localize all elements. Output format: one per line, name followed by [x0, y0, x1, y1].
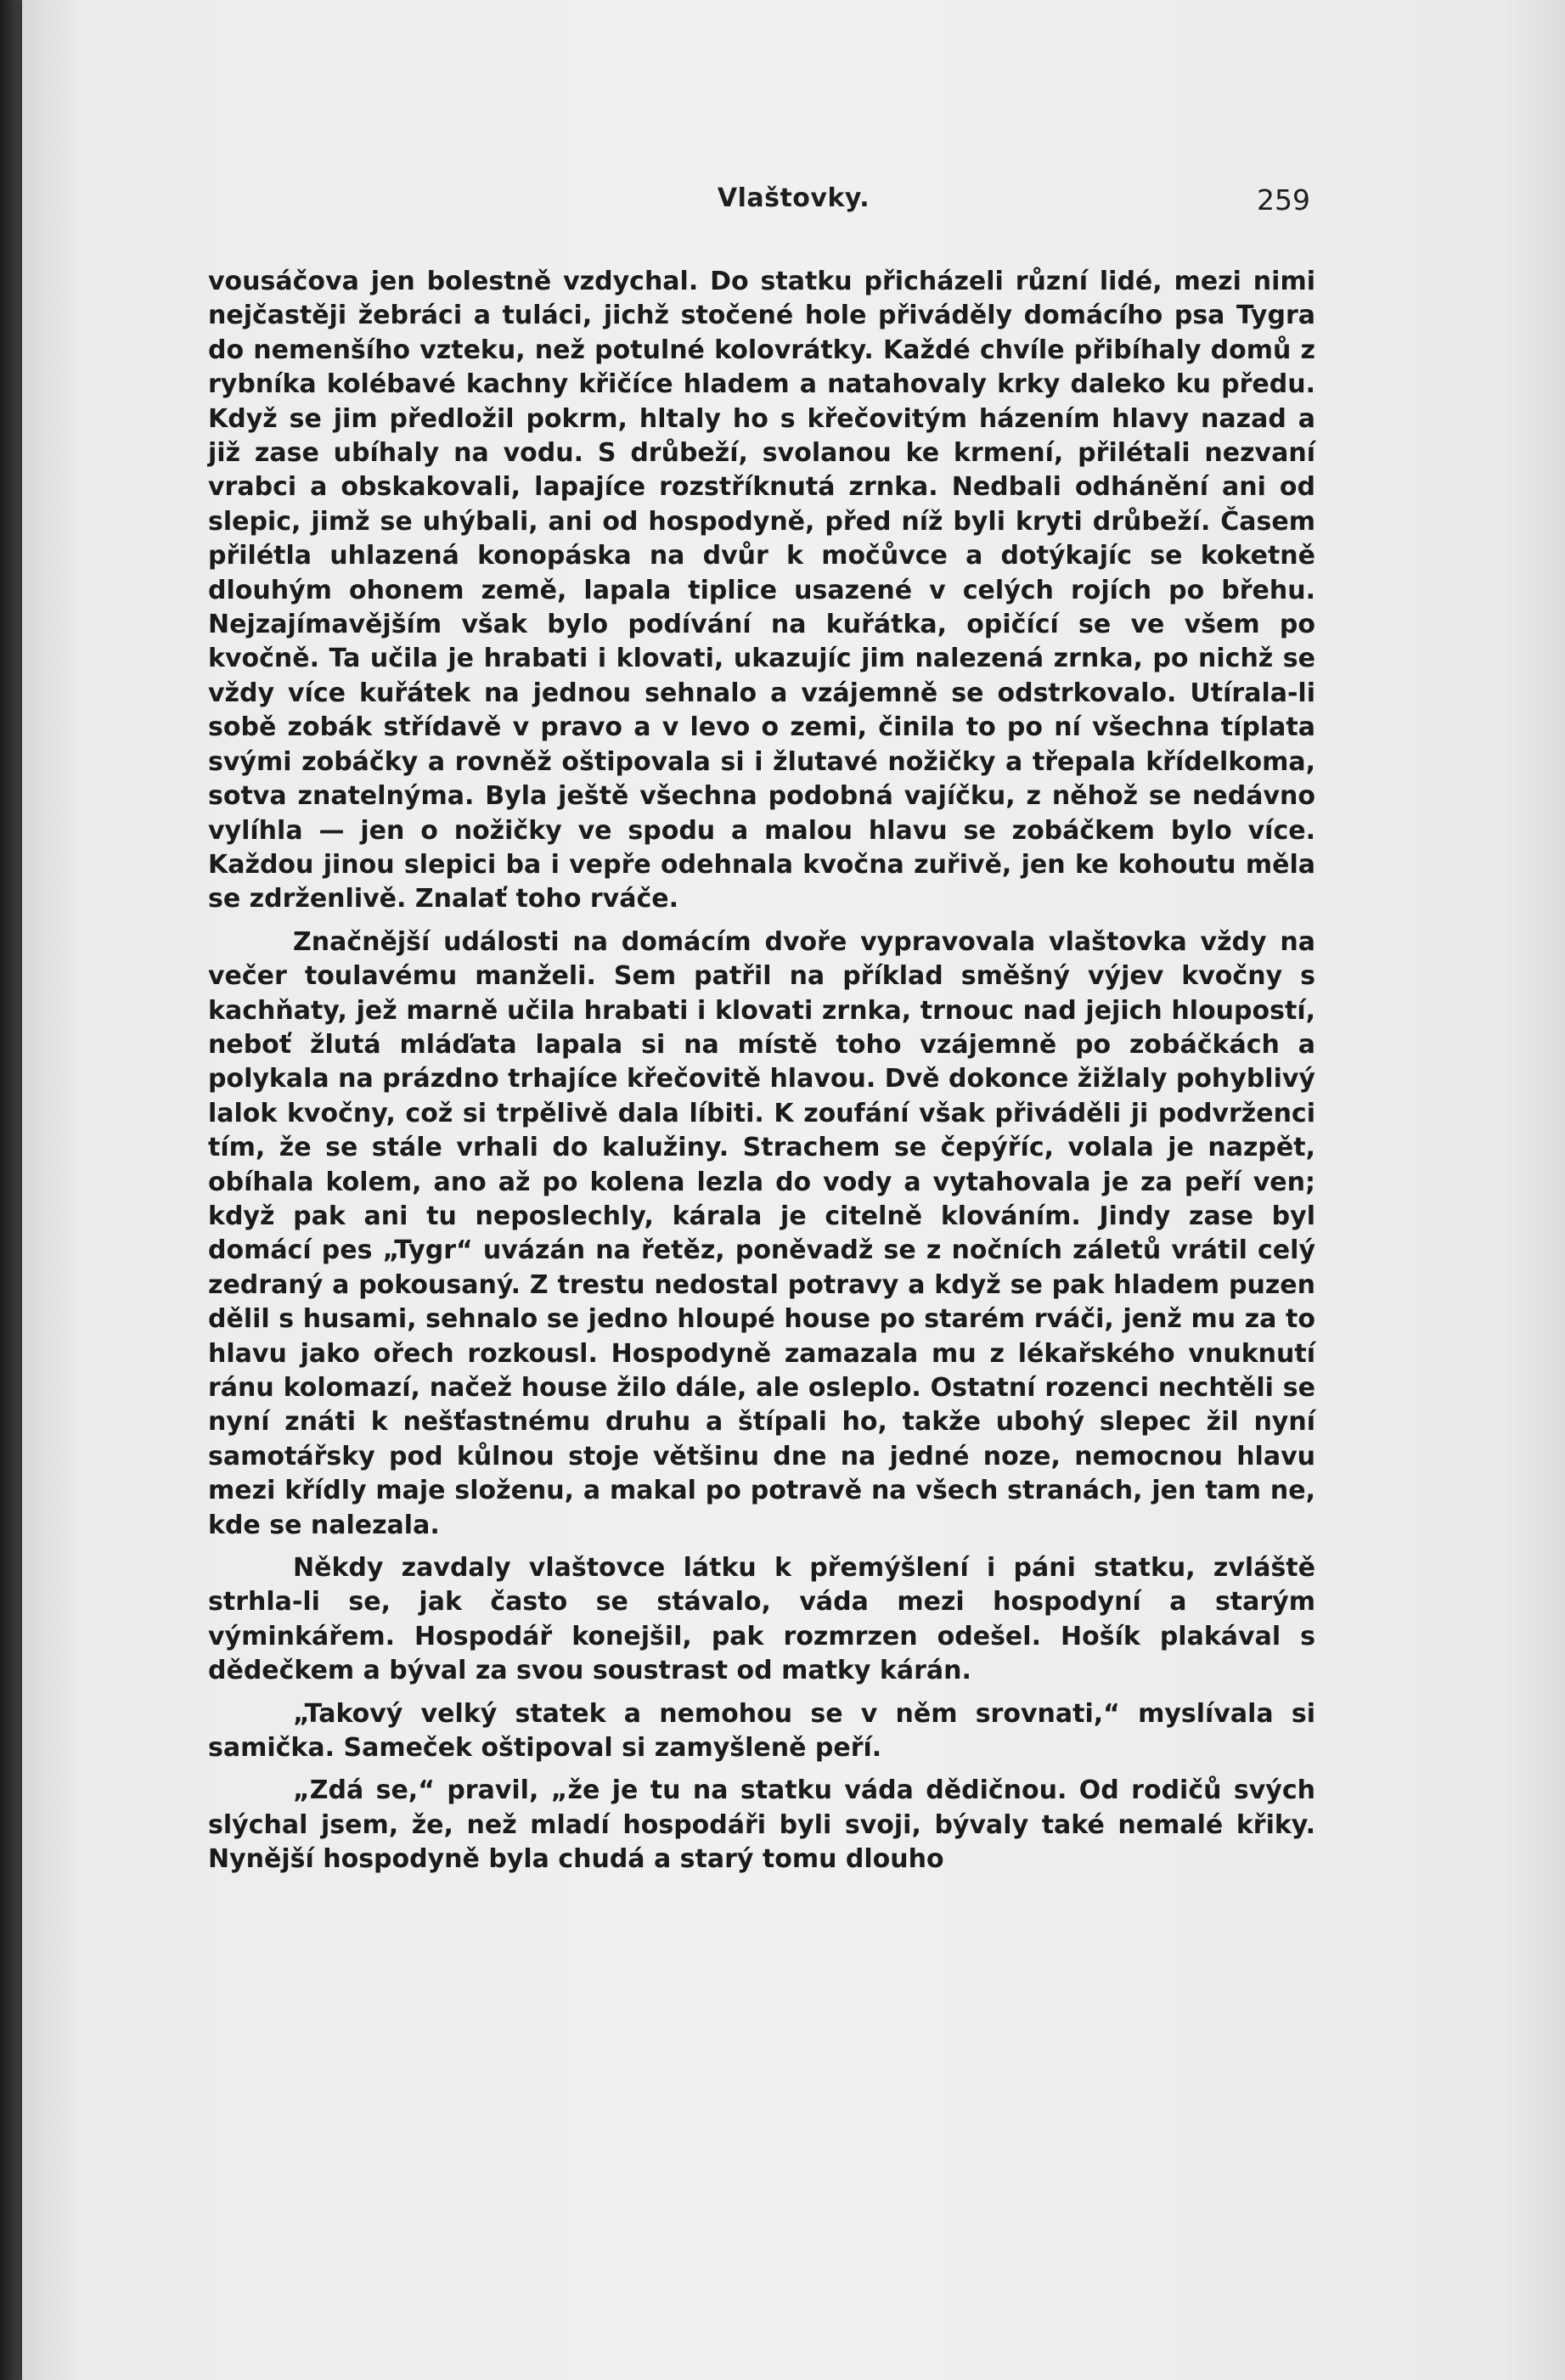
page-number: 259	[1257, 183, 1310, 217]
paragraph-1: vousáčova jen bolestně vzdychal. Do statku přicházeli různí lidé, mezi nimi nejčastěji žebráci a tuláci, jichž stočené hole přiváděly domácího psa Tygra do nemenšího vzteku, než potulné kolovrátky. Každé chvíle přibíhaly domů z rybníka kolébavé kachny křičíce hladem a natahovaly krky daleko ku předu. Když se jim předložil pokrm, hltaly ho s křečovitým házením hlavy nazad a již zase ubíhaly na vodu. S drůbeží, svolanou ke krmení, přilétali nezvaní vrabci a obskakovali, lapajíce rozstříknutá zrnka. Nedbali odhánění ani od slepic, jimž se uhýbali, ani od hospodyně, před níž byli kryti drůbeží. Časem přilétla uhlazená konopáska na dvůr k močůvce a dotýkajíc se koketně dlouhým ohonem země, lapala tiplice usazené v celých rojích po břehu. Nejzajímavějším však bylo podívání na kuřátka, opičící se ve všem po kvočně. Ta učila je hrabati i klovati, ukazujíc jim nalezená zrnka, po nichž se vždy více kuřátek na jednou sehnalo a vzájemně se odstrkovalo. Utírala-li sobě zobák střídavě v pravo a v levo o zemi, činila to po ní všechna típlata svými zobáčky a rovněž oštipovala si i žlutavé nožičky a třepala křídelkoma, sotva znatelnýma. Byla ještě všechna podobná vajíčku, z něhož se nedávno vylíhla — jen o nožičky ve spodu a malou hlavu se zobáčkem bylo více. Každou jinou slepici ba i vepře odehnala kvočna zuřivě, jen ke kohoutu měla se zdrženlivě. Znalať toho rváče.	[208, 267, 1315, 914]
paragraph-5: „Zdá se,“ pravil, „že je tu na statku váda dědičnou. Od rodičů svých slýchal jsem, že, než mladí hospodáři byli svoji, bývaly také nemalé křiky. Nynější hospodyně byla chudá a starý tomu dlouho	[208, 1775, 1315, 1875]
book-page	[22, 0, 1565, 2380]
paragraph-3: Někdy zavdaly vlaštovce látku k přemýšlení i páni statku, zvláště strhla-li se, jak často se stávalo, váda mezi hospodyní a starým výminkářem. Hospodář konejšil, pak rozmrzen odešel. Hošík plakával s dědečkem a býval za svou soustrast od matky kárán.	[208, 1553, 1315, 1686]
page-header	[22, 183, 1565, 226]
running-title: Vlaštovky.	[717, 183, 870, 213]
paragraph-4: „Takový velký statek a nemohou se v něm srovnati,“ myslívala si samička. Sameček oštipoval si zamyšleně peří.	[208, 1698, 1315, 1764]
book-spine-edge	[0, 0, 22, 2380]
body-text	[208, 265, 1315, 1886]
paragraph-2: Značnější události na domácím dvoře vypravovala vlaštovka vždy na večer toulavému manželi. Sem patřil na příklad směšný výjev kvočny s kachňaty, jež marně učila hrabati i klovati zrnka, trnouc nad jejich hloupostí, neboť žlutá mláďata lapala si na místě toho vzájemně po zobáčkách a polykala na prázdno trhajíce křečovitě hlavou. Dvě dokonce žižlaly pohyblivý lalok kvočny, což si trpělivě dala líbiti. K zoufání však přiváděli ji podvrženci tím, že se stále vrhali do kalužiny. Strachem se čepýříc, volala je nazpět, obíhala kolem, ano až po kolena lezla do vody a vytahovala je za peří ven; když pak ani tu neposlechly, kárala je citelně klováním. Jindy zase byl domácí pes „Tygr“ uvázán na řetěz, poněvadž se z nočních záletů vrátil celý zedraný a pokousaný. Z trestu nedostal potravy a když se pak hladem puzen dělil s husami, sehnalo se jedno hloupé house po starém rváči, jenž mu za to hlavu jako ořech rozkousl. Hospodyně zamazala mu z lékařského vnuknutí ránu kolomazí, načež house žilo dále, ale osleplo. Ostatní rozenci nechtěli se nyní znáti k nešťastnému druhu a štípali ho, takže ubohý slepec žil nyní samotářsky pod kůlnou stoje většinu dne na jedné noze, nemocnou hlavu mezi křídly maje složenu, a makal po potravě na všech stranách, jen tam ne, kde se nalezala.	[208, 926, 1315, 1540]
